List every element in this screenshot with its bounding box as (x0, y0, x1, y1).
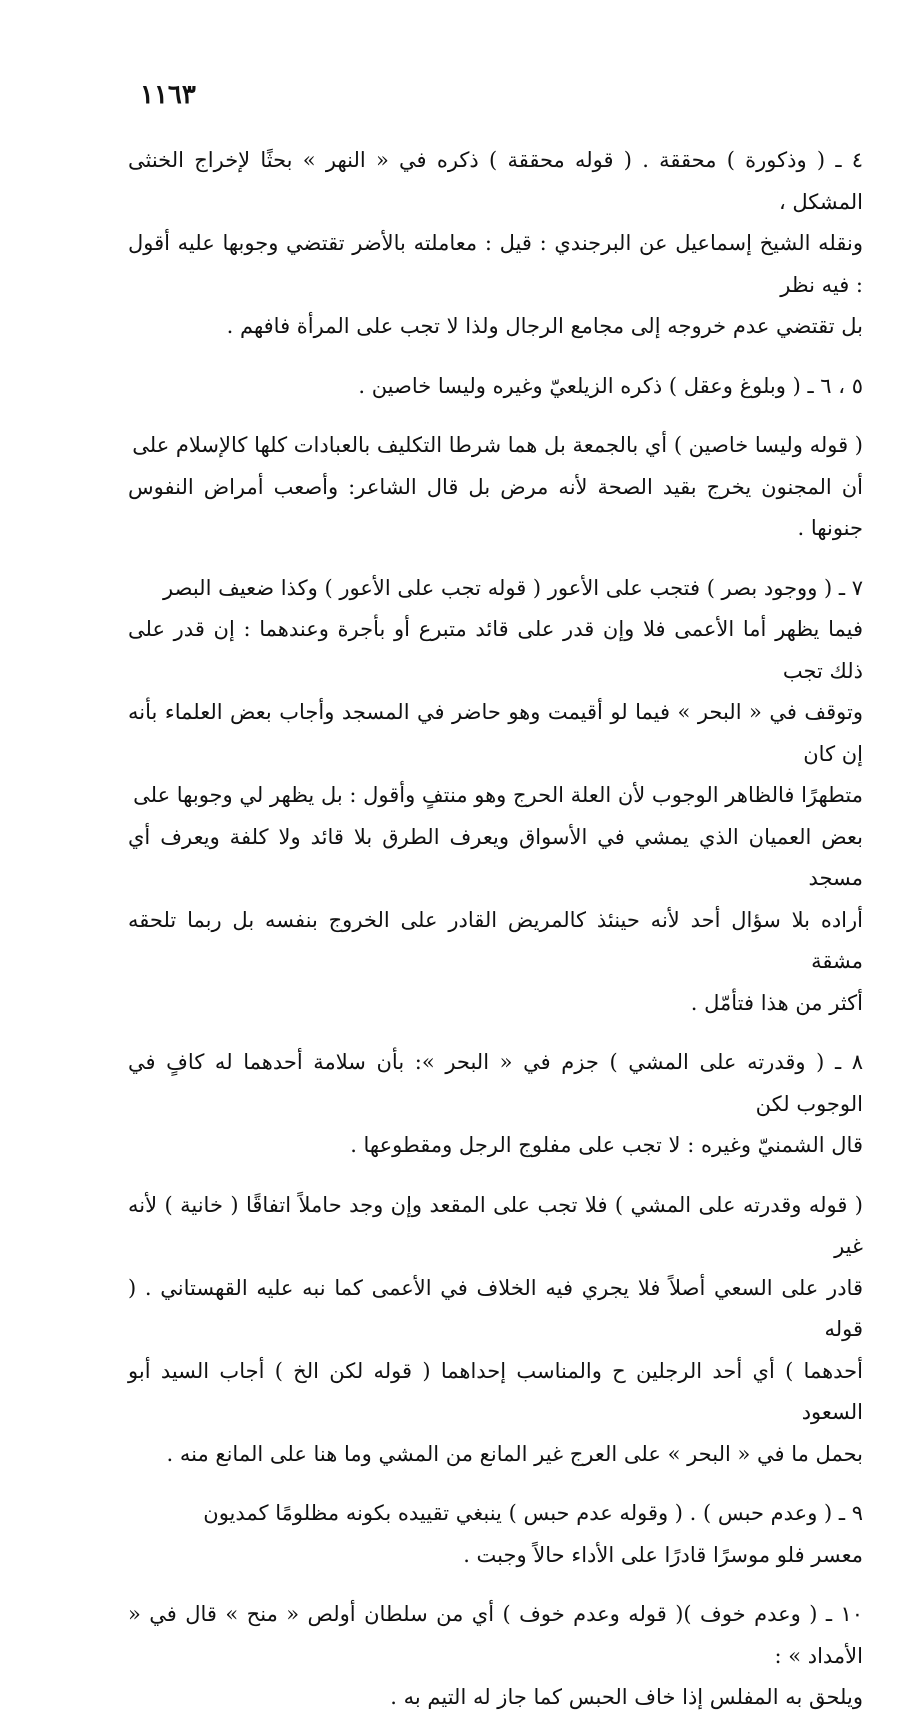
paragraph-7: ٧ ـ ( ووجود بصر ) فتجب على الأعور ( قوله تجب على الأعور ) وكذا ضعيف البصر فيما يظهر أما الأعمى فلا وإن قدر على قائد متبرع أو بأجرة وعندهما : إن قدر على ذلك تجب وتوقف في « البحر » فيما لو أقيمت وهو حاضر في المسجد وأجاب بعض العلماء بأنه إن كان متطهرًا فالظاهر الوجوب لأن العلة الحرج وهو منتفٍ وأقول : بل يظهر لي وجوبها على بعض العميان الذي يمشي في الأسواق ويعرف الطرق بلا قائد ولا كلفة ويعرف أي مسجد أراده بلا سؤال أحد لأنه حينئذ كالمريض القادر على الخروج بنفسه بل ربما تلحقه مشقة أكثر من هذا فتأمّل . (128, 575, 863, 1015)
paragraph-4: ٤ ـ ( وذكورة ) محققة . ( قوله محققة ) ذكره في « النهر » بحثًا لإخراج الخنثى المشكل ، ونقله الشيخ إسماعيل عن البرجندي : قيل : معاملته بالأضر تقتضي وجوبها عليه أقول : فيه نظر بل تقتضي عدم خروجه إلى مجامع الرجال ولذا لا تجب على المرأة فافهم . (128, 148, 863, 338)
paragraph-10: ١٠ ـ ( وعدم خوف )( قوله وعدم خوف ) أي من سلطان أولص « منح » قال في « الأمداد » : ويلحق به المفلس إذا خاف الحبس كما جاز له التيم به . (128, 1602, 863, 1709)
paragraph-9: ٩ ـ ( وعدم حبس ) . ( وقوله عدم حبس ) ينبغي تقييده بكونه مظلومًا كمديون معسر فلو موسرًا قادرًا على الأداء حالاً وجبت . (203, 1501, 863, 1567)
paragraph-8: ٨ ـ ( وقدرته على المشي ) جزم في « البحر »: بأن سلامة أحدهما له كافٍ في الوجوب لكن قال الشمنيّ وغيره : لا تجب على مفلوج الرجل ومقطوعها . (128, 1050, 863, 1157)
page-body (128, 140, 863, 1719)
paragraph-commentary-8: ( قوله وقدرته على المشي ) فلا تجب على المقعد وإن وجد حاملاً اتفاقًا ( خانية ) لأنه غير قادر على السعي أصلاً فلا يجري فيه الخلاف في الأعمى كما نبه عليه القهستاني . ( قوله أحدهما ) أي أحد الرجلين ح والمناسب إحداهما ( قوله لكن الخ ) أجاب السيد أبو السعود بحمل ما في « البحر » على العرج غير المانع من المشي وما هنا على المانع منه . (128, 1192, 863, 1466)
paragraph-5-6: ٥ ، ٦ ـ ( وبلوغ وعقل ) ذكره الزيلعيّ وغيره وليسا خاصين . (358, 373, 863, 398)
page-number: ١١٦٣ (140, 80, 196, 110)
paragraph-commentary-5-6: ( قوله وليسا خاصين ) أي بالجمعة بل هما شرطا التكليف بالعبادات كلها كالإسلام على أن المجنون يخرج بقيد الصحة لأنه مرض بل قال الشاعر: وأصعب أمراض النفوس جنونها . (128, 433, 863, 540)
